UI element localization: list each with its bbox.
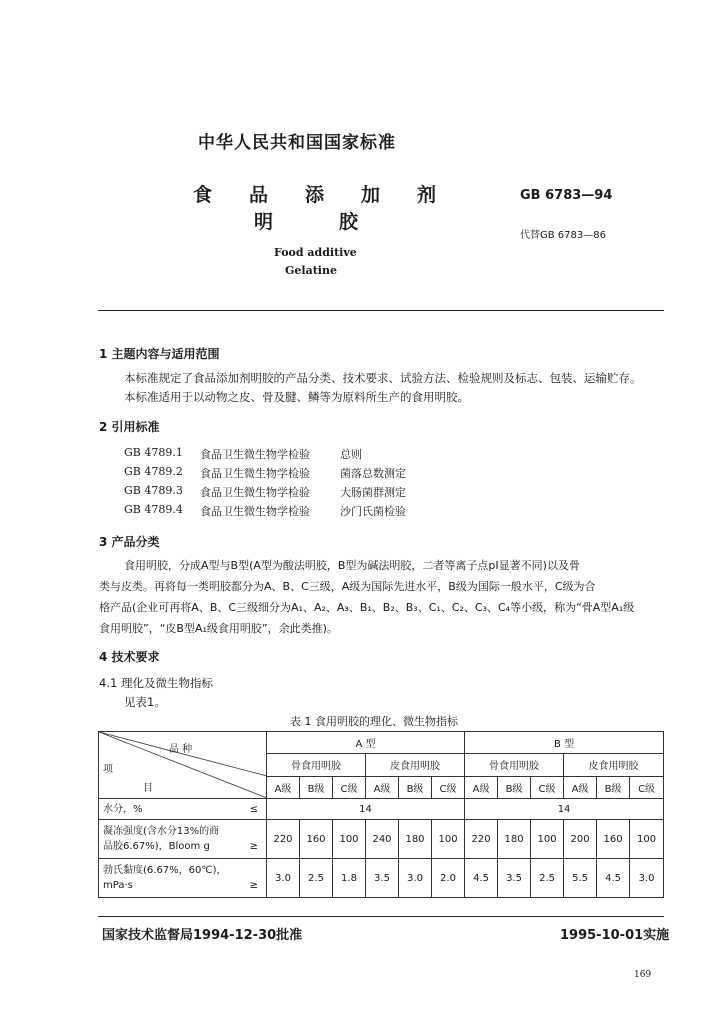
row-label-line-2: 品胶6.67%)，Bloom g — [103, 841, 210, 852]
table-cell: 4.5 — [465, 859, 498, 898]
row-operator: ≥ — [249, 880, 258, 891]
reference-code: GB 4789.1 — [124, 446, 183, 459]
reference-name: 食品卫生微生物学检验 — [200, 505, 310, 518]
table-cell: 3.0 — [630, 859, 664, 898]
table-cell: 2.0 — [432, 859, 465, 898]
grade-header: C级 — [432, 776, 465, 798]
page-number: 169 — [634, 970, 652, 980]
section-1-heading: 1 主题内容与适用范围 — [99, 347, 220, 361]
table-cell: 2.5 — [300, 859, 333, 898]
row-label-text: 水分，% — [103, 803, 143, 815]
table-row — [99, 859, 664, 898]
grade-header: A级 — [564, 776, 597, 798]
grade-header: A级 — [366, 776, 399, 798]
table-cell: 4.5 — [597, 859, 630, 898]
row-label-line-1: 凝冻强度(含水分13%的商 — [103, 826, 220, 837]
reference-code: GB 4789.4 — [124, 503, 183, 516]
section-1-paragraph-2: 本标准适用于以动物之皮、骨及腱、鳞等为原料所生产的食用明胶。 — [124, 390, 469, 404]
corner-label-bottom: 目 — [143, 783, 153, 794]
reference-name: 食品卫生微生物学检验 — [200, 486, 310, 499]
table-cell: 5.5 — [564, 859, 597, 898]
grade-header: B级 — [300, 776, 333, 798]
reference-name: 食品卫生微生物学检验 — [200, 448, 310, 461]
table-cell: 14 — [267, 799, 465, 820]
grade-header: B级 — [399, 776, 432, 798]
section-3-line-2: 类与皮类。再将每一类明胶都分为A、B、C三级，A级为国际先进水平，B级为国际一般水平，C级为合 — [99, 580, 596, 593]
table-cell: 200 — [564, 820, 597, 859]
table-cell: 3.0 — [267, 859, 300, 898]
table-row — [99, 799, 664, 820]
table-cell: 160 — [597, 820, 630, 859]
group-header: 骨食用明胶 — [267, 754, 366, 776]
table-corner-cell — [99, 732, 267, 799]
table-cell: 100 — [432, 820, 465, 859]
reference-subtitle: 大肠菌群测定 — [340, 486, 406, 499]
section-3-heading: 3 产品分类 — [99, 535, 160, 549]
row-label — [99, 859, 267, 898]
section-2-heading: 2 引用标准 — [99, 420, 160, 434]
section-1-paragraph-1: 本标准规定了食品添加剂明胶的产品分类、技术要求、试验方法、检验规则及标志、包装、运输贮存。 — [124, 371, 642, 385]
corner-label-top: 品 种 — [169, 744, 193, 755]
table-header-row — [99, 732, 664, 754]
reference-code: GB 4789.3 — [124, 484, 183, 497]
reference-subtitle: 沙门氏菌检验 — [340, 505, 406, 518]
table-cell: 14 — [465, 799, 664, 820]
footer-divider — [98, 916, 664, 917]
english-title-line1: Food additive — [274, 246, 357, 259]
approval-date: 国家技术监督局1994-12-30批准 — [102, 928, 303, 943]
row-label — [99, 799, 267, 820]
country-standard-title: 中华人民共和国国家标准 — [198, 133, 396, 153]
grade-header: A级 — [465, 776, 498, 798]
table-cell: 3.5 — [366, 859, 399, 898]
section-4-1-heading: 4.1 理化及微生物指标 — [99, 676, 213, 690]
replaces-standard: 代替GB 6783—86 — [520, 230, 606, 241]
standard-title-line1 — [193, 180, 473, 207]
section-3-line-3: 格产品(企业可再将A、B、C三级细分为A₁、A₂、A₃、B₁、B₂、B₃、C₁、C₂、C₃、C₄等小级，称为“骨A型A₁级 — [99, 601, 635, 614]
reference-subtitle: 菌落总数测定 — [340, 467, 406, 480]
title-char: 加 — [361, 184, 381, 206]
grade-header: C级 — [630, 776, 664, 798]
grade-header: C级 — [333, 776, 366, 798]
row-label-line-1: 勃氏黏度(6.67%，60℃)， — [103, 865, 227, 876]
table-row — [99, 820, 664, 859]
type-b-header: B 型 — [465, 732, 664, 754]
table-cell: 220 — [465, 820, 498, 859]
grade-header: B级 — [597, 776, 630, 798]
reference-name: 食品卫生微生物学检验 — [200, 467, 310, 480]
table-cell: 220 — [267, 820, 300, 859]
group-header: 骨食用明胶 — [465, 754, 564, 776]
title-char: 胶 — [339, 211, 359, 233]
english-title-line2: Gelatine — [285, 264, 337, 277]
grade-header: B级 — [498, 776, 531, 798]
title-char: 剂 — [417, 184, 437, 206]
reference-code: GB 4789.2 — [124, 465, 183, 478]
table-caption: 表 1 食用明胶的理化、微生物指标 — [290, 715, 458, 728]
title-char: 食 — [193, 184, 213, 206]
grade-header: A级 — [267, 776, 300, 798]
row-operator: ≤ — [249, 803, 258, 815]
table-cell: 180 — [399, 820, 432, 859]
row-label-line-2: mPa·s — [103, 880, 133, 891]
title-char: 添 — [305, 184, 325, 206]
table-cell: 160 — [300, 820, 333, 859]
table-cell: 1.8 — [333, 859, 366, 898]
section-4-heading: 4 技术要求 — [99, 650, 160, 664]
group-header: 皮食用明胶 — [366, 754, 465, 776]
table-cell: 180 — [498, 820, 531, 859]
grade-header: C级 — [531, 776, 564, 798]
row-label — [99, 820, 267, 859]
section-4-1-paragraph: 见表1。 — [124, 695, 166, 709]
row-operator: ≥ — [249, 841, 258, 852]
table-cell: 100 — [531, 820, 564, 859]
table-cell: 3.0 — [399, 859, 432, 898]
implementation-date: 1995-10-01实施 — [560, 928, 670, 943]
group-header: 皮食用明胶 — [564, 754, 664, 776]
title-char: 品 — [249, 184, 269, 206]
table-cell: 240 — [366, 820, 399, 859]
title-char: 明 — [254, 211, 274, 233]
type-a-header: A 型 — [267, 732, 465, 754]
corner-label-left: 项 — [103, 764, 113, 775]
section-3-line-1: 食用明胶，分成A型与B型(A型为酸法明胶，B型为碱法明胶，二者等离子点pI显著不同)以及骨 — [124, 559, 580, 572]
table-cell: 100 — [630, 820, 664, 859]
section-3-line-4: 食用明胶”，“皮B型A₁级食用明胶”，余此类推)。 — [99, 622, 338, 635]
standard-number: GB 6783—94 — [520, 188, 613, 203]
table-cell: 100 — [333, 820, 366, 859]
table-cell: 2.5 — [531, 859, 564, 898]
spec-table — [98, 731, 664, 898]
standard-title-line2 — [254, 207, 424, 234]
reference-subtitle: 总则 — [340, 448, 362, 461]
header-divider — [98, 310, 664, 311]
table-cell: 3.5 — [498, 859, 531, 898]
